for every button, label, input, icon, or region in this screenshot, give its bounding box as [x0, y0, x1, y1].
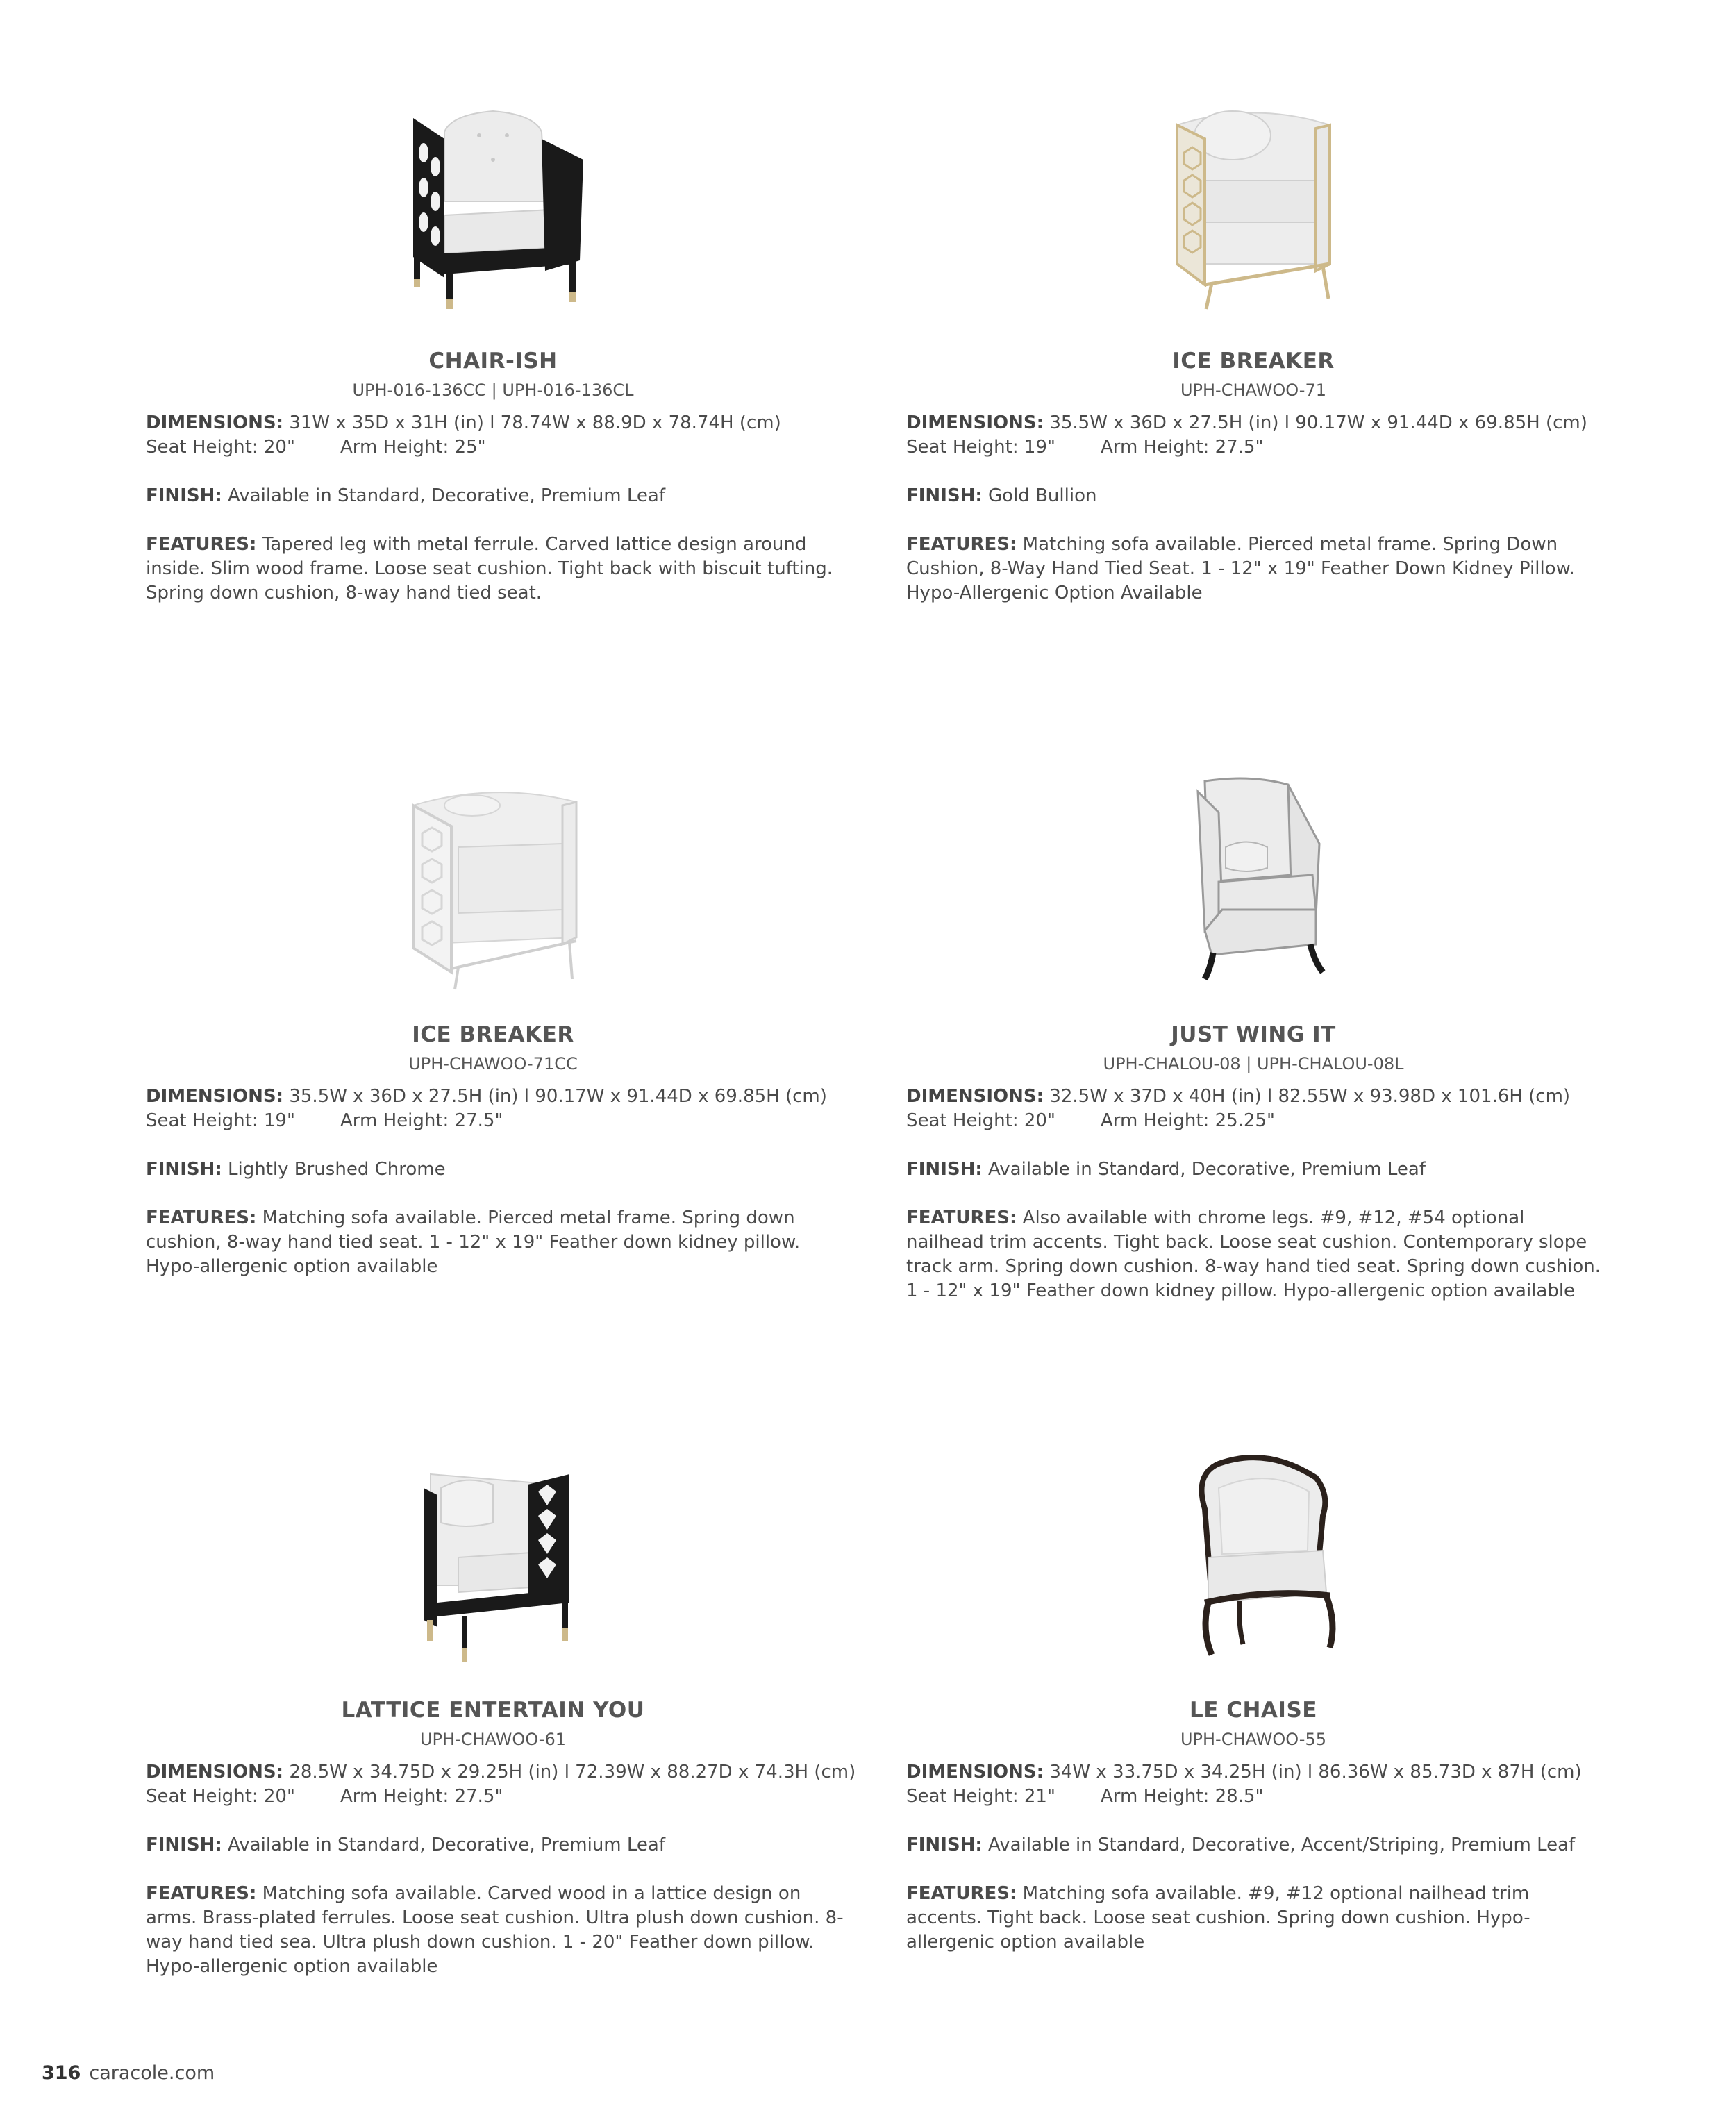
features-value: Also available with chrome legs. #9, #12, #54 optional nailhead trim accents. Tight back. Loose seat cushion. Contemporary slope track arm. Spring down cushion. 8-way hand tied seat. Spring down cushion. 1 - 12" x 19" Feather down kidney pillow. Hypo-allergenic option available	[906, 1208, 1601, 1301]
finish-label: FINISH:	[146, 1159, 222, 1180]
product-image-ice-breaker-chrome	[146, 771, 840, 1000]
seat-height: Seat Height: 20"	[146, 437, 295, 458]
chair-ish-illustration	[368, 97, 618, 319]
height-line	[146, 1785, 847, 1809]
product-sku: UPH-CHAWOO-55	[1180, 1730, 1327, 1749]
seat-height: Seat Height: 19"	[146, 1110, 295, 1131]
dimensions-value: 31W x 35D x 31H (in) l 78.74W x 88.9D x 78.74H (cm)	[289, 412, 781, 433]
arm-height: Arm Height: 25.25"	[1101, 1110, 1275, 1131]
features-label: FEATURES:	[906, 534, 1017, 555]
arm-height: Arm Height: 27.5"	[340, 1786, 503, 1807]
dimensions-value: 32.5W x 37D x 40H (in) l 82.55W x 93.98D x 101.6H (cm)	[1049, 1086, 1571, 1107]
features-label: FEATURES:	[906, 1883, 1017, 1904]
seat-height: Seat Height: 20"	[146, 1786, 295, 1807]
height-line	[906, 1109, 1608, 1133]
arm-height: Arm Height: 25"	[340, 437, 486, 458]
product-sku: UPH-CHAWOO-71CC	[408, 1054, 578, 1073]
product-sku: UPH-CHAWOO-71	[1180, 381, 1327, 400]
dimensions-label: DIMENSIONS:	[906, 1086, 1044, 1107]
page-footer	[42, 2062, 215, 2084]
finish-line	[906, 1833, 1608, 1857]
arm-height: Arm Height: 27.5"	[340, 1110, 503, 1131]
height-line	[146, 1109, 847, 1133]
dimensions-line	[146, 411, 847, 435]
finish-line	[146, 1158, 847, 1182]
finish-value: Available in Standard, Decorative, Accent/Striping, Premium Leaf	[988, 1835, 1576, 1855]
dimensions-value: 34W x 33.75D x 34.25H (in) l 86.36W x 85.73D x 87H (cm)	[1049, 1762, 1582, 1782]
height-line	[146, 435, 847, 460]
finish-label: FINISH:	[906, 485, 983, 506]
ice-breaker-gold-illustration	[1128, 97, 1378, 319]
features-label: FEATURES:	[906, 1208, 1017, 1228]
dimensions-label: DIMENSIONS:	[146, 1086, 284, 1107]
page-number: 316	[42, 2062, 81, 2084]
finish-label: FINISH:	[906, 1835, 983, 1855]
lattice-entertain-you-illustration	[368, 1446, 618, 1669]
just-wing-it-illustration	[1128, 771, 1378, 993]
dimensions-label: DIMENSIONS:	[146, 1762, 284, 1782]
dimensions-line	[146, 1085, 847, 1109]
finish-label: FINISH:	[146, 1835, 222, 1855]
product-name: LE CHAISE	[1190, 1698, 1317, 1723]
le-chaise-illustration	[1128, 1446, 1378, 1669]
dimensions-line	[906, 1760, 1608, 1785]
finish-line	[146, 484, 847, 508]
dimensions-label: DIMENSIONS:	[906, 412, 1044, 433]
features-block	[146, 1206, 847, 1279]
product-image-ice-breaker-gold	[906, 97, 1601, 326]
features-block	[906, 533, 1608, 605]
dimensions-line	[146, 1760, 856, 1785]
features-value: Tapered leg with metal ferrule. Carved lattice design around inside. Slim wood frame. Loose seat cushion. Tight back with biscuit tufting. Spring down cushion, 8-way hand tied seat.	[146, 534, 833, 603]
finish-line	[906, 1158, 1608, 1182]
product-name: LATTICE ENTERTAIN YOU	[341, 1698, 645, 1723]
dimensions-label: DIMENSIONS:	[906, 1762, 1044, 1782]
finish-value: Available in Standard, Decorative, Premium Leaf	[988, 1159, 1426, 1180]
features-block	[146, 1882, 847, 1979]
finish-line	[146, 1833, 847, 1857]
dimensions-line	[906, 411, 1608, 435]
finish-value: Available in Standard, Decorative, Premium Leaf	[228, 1835, 665, 1855]
features-block	[906, 1206, 1608, 1303]
ice-breaker-chrome-illustration	[368, 771, 618, 993]
product-image-just-wing-it	[906, 771, 1601, 1000]
product-sku: UPH-016-136CC | UPH-016-136CL	[352, 381, 634, 400]
finish-value: Gold Bullion	[988, 485, 1097, 506]
product-sku: UPH-CHAWOO-61	[419, 1730, 567, 1749]
dimensions-line	[906, 1085, 1608, 1109]
seat-height: Seat Height: 21"	[906, 1786, 1055, 1807]
dimensions-value: 35.5W x 36D x 27.5H (in) l 90.17W x 91.44D x 69.85H (cm)	[289, 1086, 827, 1107]
features-value: Matching sofa available. Pierced metal frame. Spring Down Cushion, 8-Way Hand Tied Seat. 1 - 12" x 19" Feather Down Kidney Pillow. Hypo-Allergenic Option Available	[906, 534, 1575, 603]
features-label: FEATURES:	[146, 1208, 257, 1228]
features-label: FEATURES:	[146, 1883, 257, 1904]
arm-height: Arm Height: 28.5"	[1101, 1786, 1264, 1807]
height-line	[906, 435, 1608, 460]
finish-label: FINISH:	[906, 1159, 983, 1180]
product-name: ICE BREAKER	[1172, 349, 1335, 374]
arm-height: Arm Height: 27.5"	[1101, 437, 1264, 458]
features-value: Matching sofa available. Carved wood in a lattice design on arms. Brass-plated ferrules. Loose seat cushion. Ultra plush down cushion. 8-way hand tied sea. Ultra plush down cushion. 1 - 20" Feather down pillow. Hypo-allergenic option available	[146, 1883, 844, 1977]
product-name: CHAIR-ISH	[428, 349, 558, 374]
features-value: Matching sofa available. Pierced metal frame. Spring down cushion, 8-way hand tied seat. 1 - 12" x 19" Feather down kidney pillow. Hypo-allergenic option available	[146, 1208, 801, 1277]
dimensions-value: 35.5W x 36D x 27.5H (in) l 90.17W x 91.44D x 69.85H (cm)	[1049, 412, 1587, 433]
finish-line	[906, 484, 1608, 508]
product-image-chair-ish	[146, 97, 840, 326]
finish-value: Available in Standard, Decorative, Premium Leaf	[228, 485, 665, 506]
features-label: FEATURES:	[146, 534, 257, 555]
features-value: Matching sofa available. #9, #12 optional nailhead trim accents. Tight back. Loose seat cushion. Spring down cushion. Hypo-allergenic option available	[906, 1883, 1530, 1953]
features-block	[146, 533, 847, 605]
dimensions-value: 28.5W x 34.75D x 29.25H (in) l 72.39W x 88.27D x 74.3H (cm)	[289, 1762, 856, 1782]
product-image-lattice-entertain-you	[146, 1446, 840, 1676]
seat-height: Seat Height: 19"	[906, 437, 1055, 458]
finish-value: Lightly Brushed Chrome	[228, 1159, 446, 1180]
website-link[interactable]: caracole.com	[89, 2062, 215, 2084]
dimensions-label: DIMENSIONS:	[146, 412, 284, 433]
height-line	[906, 1785, 1608, 1809]
product-name: ICE BREAKER	[412, 1022, 574, 1047]
product-sku: UPH-CHALOU-08 | UPH-CHALOU-08L	[1103, 1054, 1404, 1073]
features-block	[906, 1882, 1608, 1955]
finish-label: FINISH:	[146, 485, 222, 506]
product-image-le-chaise	[906, 1446, 1601, 1676]
seat-height: Seat Height: 20"	[906, 1110, 1055, 1131]
product-name: JUST WING IT	[1171, 1022, 1336, 1047]
